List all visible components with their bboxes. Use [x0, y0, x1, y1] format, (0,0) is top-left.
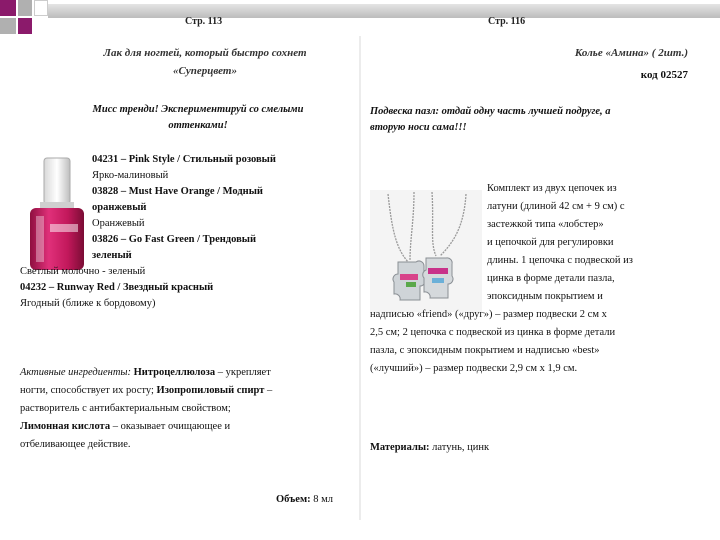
desc-line-2: латуни (длиной 42 см + 9 см) с [487, 201, 625, 212]
shade-3-desc: Светлый молочно - зеленый [20, 266, 146, 277]
desc-full-line-2: 2,5 см; 2 цепочка с подвеской из цинка в форме детали [370, 327, 616, 338]
desc-line-1: Комплект из двух цепочек из [487, 183, 617, 194]
materials-label: Материалы: [370, 442, 430, 453]
materials-value: латунь, цинк [429, 442, 490, 453]
shade-2-desc: Оранжевый [92, 218, 145, 229]
necklace-title: Колье «Амина» ( 2шт.) [574, 47, 688, 59]
left-page-number: Стр. 113 [185, 16, 223, 27]
desc-full-line-4: («лучший») – размер подвески 2,9 см х 1,9 см. [370, 363, 578, 374]
volume-value: 8 мл [310, 494, 333, 505]
desc-line-6: цинка в форме детали пазла, [487, 273, 615, 284]
ingredient-1-desc-b: ногти, способствует их росту; [20, 385, 154, 396]
right-page-number: Стр. 116 [488, 16, 526, 27]
shade-3-name: 03826 – Go Fast Green / Трендовый [92, 234, 257, 245]
desc-full-line-1: надписью «friend» («друг») – размер подвески 2 см х [370, 309, 607, 320]
ingredients-block [20, 364, 350, 454]
shade-2-name-cont: оранжевый [92, 202, 147, 213]
desc-line-5: длины. 1 цепочка с подвеской из [487, 255, 633, 266]
shade-list [20, 152, 350, 312]
desc-line-4: и цепочкой для регулировки [487, 237, 614, 248]
ingredient-3-desc-b: отбеливающее действие. [20, 439, 131, 450]
ingredient-2-name: Изопропиловый спирт [156, 385, 265, 396]
necklace-image [370, 190, 482, 312]
volume-label: Объем: [276, 494, 311, 505]
desc-line-7: эпоксидным покрытием и [487, 291, 603, 302]
necklace-description-short [487, 180, 697, 306]
ingredient-2-desc-a: – [264, 385, 273, 396]
ingredient-1-name: Нитроцеллюлоза [133, 367, 216, 378]
desc-line-3: застежкой типа «лобстер» [487, 219, 604, 230]
necklace-description-full [370, 306, 700, 378]
shade-1-desc: Ярко-малиновый [92, 170, 169, 181]
volume [276, 492, 356, 508]
shade-1-name: 04231 – Pink Style / Стильный розовый [92, 154, 276, 165]
left-tagline: Мисс тренди! Экспериментируй со смелыми оттенками! [92, 104, 304, 131]
desc-full-line-3: пазла, с эпоксидным покрытием и надписью «best» [370, 345, 600, 356]
shade-2-name: 03828 – Must Have Orange / Модный [92, 186, 263, 197]
shade-4-name: 04232 – Runway Red / Звездный красный [20, 282, 214, 293]
shade-3-name-cont: зеленый [92, 250, 132, 261]
ingredient-1-desc-a: – укрепляет [215, 367, 271, 378]
ingredient-3-name: Лимонная кислота [20, 421, 111, 432]
shade-4-desc: Ягодный (ближе к бордовому) [20, 298, 156, 309]
right-product-title [370, 44, 688, 84]
right-tagline: Подвеска пазл: отдай одну часть лучшей подруге, а вторую носи сама!!! [370, 106, 611, 133]
left-product-title: Лак для ногтей, который быстро сохнет «Суперцвет» [103, 47, 307, 77]
necklace-code: код 02527 [640, 69, 688, 81]
ingredients-label: Активные ингредиенты: [20, 367, 132, 378]
ingredient-2-desc-b: растворитель с антибактериальным свойством; [20, 403, 231, 414]
materials [370, 440, 690, 456]
ingredient-3-desc-a: – оказывает очищающее и [110, 421, 231, 432]
